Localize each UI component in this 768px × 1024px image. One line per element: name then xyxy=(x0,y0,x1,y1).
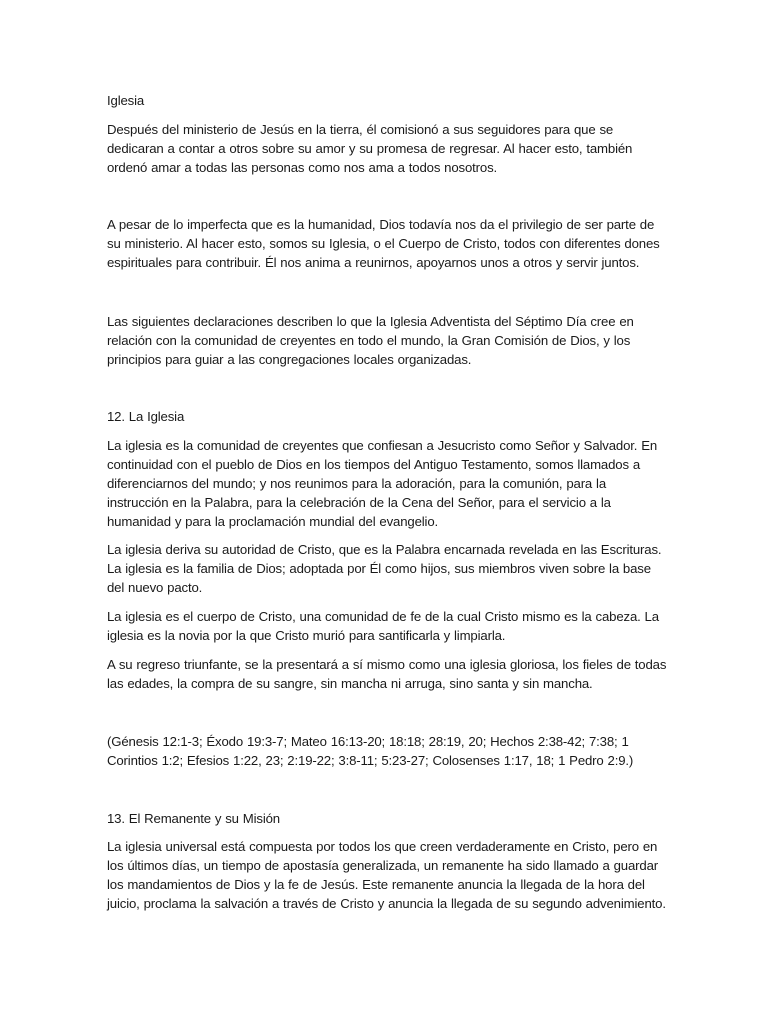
section-13-heading: 13. El Remanente y su Misión xyxy=(107,811,280,826)
section-12-references: (Génesis 12:1-3; Éxodo 19:3-7; Mateo 16:13-20; 18:18; 28:19, 20; Hechos 2:38-42; 7:38; 1 Corintios 1:2; Efesios 1:22, 23; 2:19-22; 3:8-11; 5:23-27; Colosenses 1:17, 18; 1 Pedro 2:9.) xyxy=(107,734,634,768)
section-12-paragraph-1: La iglesia es la comunidad de creyentes que confiesan a Jesucristo como Señor y Salvador. En continuidad con el pueblo de Dios en los tiempos del Antiguo Testamento, somos llamados a diferenciarnos del mundo; y nos reunimos para la adoración, para la comunión, para la instrucción en la Palabra, para la celebración de la Cena del Señor, para el servicio a la humanidad y para la proclamación mundial del evangelio. xyxy=(107,438,658,529)
section-12-paragraph-2: La iglesia deriva su autoridad de Cristo, que es la Palabra encarnada revelada en las Escrituras. La iglesia es la familia de Dios; adoptada por Él como hijos, sus miembros viven sobre la base del nuevo pacto. xyxy=(107,542,662,595)
intro-paragraph-2: A pesar de lo imperfecta que es la humanidad, Dios todavía nos da el privilegio de ser parte de su ministerio. Al hacer esto, somos su Iglesia, o el Cuerpo de Cristo, todos con diferentes dones espirituales para contribuir. Él nos anima a reunirnos, apoyarnos unos a otros y servir juntos. xyxy=(107,217,660,270)
section-12-paragraph-3: La iglesia es el cuerpo de Cristo, una comunidad de fe de la cual Cristo mismo es la cabeza. La iglesia es la novia por la que Cristo murió para santificarla y limpiarla. xyxy=(107,609,659,643)
section-12-paragraph-4: A su regreso triunfante, se la presentará a sí mismo como una iglesia gloriosa, los fieles de todas las edades, la compra de su sangre, sin mancha ni arruga, sino santa y sin mancha. xyxy=(107,657,667,691)
intro-paragraph-1: Después del ministerio de Jesús en la tierra, él comisionó a sus seguidores para que se dedicaran a contar a otros sobre su amor y su promesa de regresar. Al hacer esto, también ordenó amar a todas las personas como nos ama a todos nosotros. xyxy=(107,122,633,175)
document-title: Iglesia xyxy=(107,93,145,108)
intro-paragraph-3: Las siguientes declaraciones describen lo que la Iglesia Adventista del Séptimo Día cree en relación con la comunidad de creyentes en todo el mundo, la Gran Comisión de Dios, y los principios para guiar a las congregaciones locales organizadas. xyxy=(107,314,634,367)
section-12-heading: 12. La Iglesia xyxy=(107,409,185,424)
section-13-paragraph-1: La iglesia universal está compuesta por todos los que creen verdaderamente en Cristo, pero en los últimos días, un tiempo de apostasía generalizada, un remanente ha sido llamado a guardar los mandamientos de Dios y la fe de Jesús. Este remanente anuncia la llegada de la hora del juicio, proclama la salvación a través de Cristo y anuncia la llegada de su segundo advenimiento. xyxy=(107,839,666,911)
